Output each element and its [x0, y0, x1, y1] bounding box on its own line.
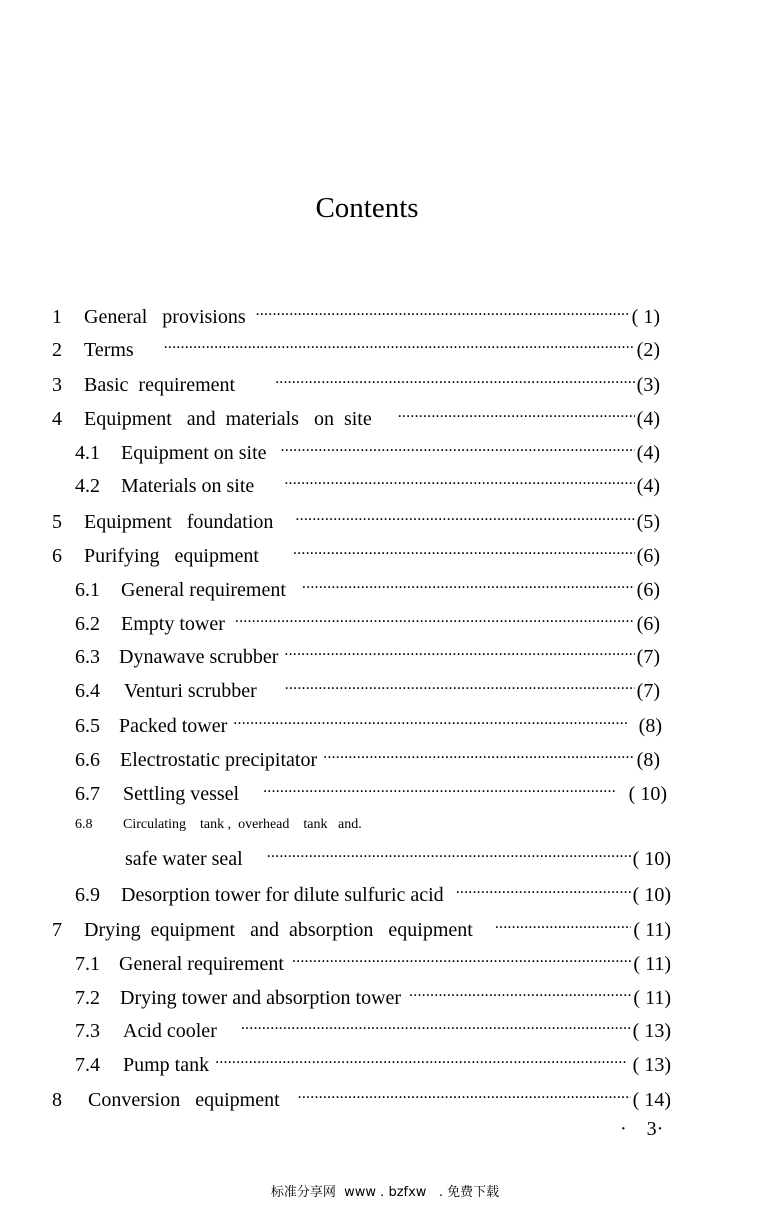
- toc-entry-6-2: [75, 604, 660, 635]
- toc-entry-6-6: [75, 740, 660, 771]
- toc-page: (5): [636, 511, 660, 533]
- page-title: Contents: [315, 192, 419, 224]
- toc-page: ( 11): [633, 987, 671, 1009]
- toc-entry-6-8: [125, 839, 671, 870]
- toc-page: ( 13): [632, 1054, 671, 1076]
- toc-entry-4: [52, 399, 660, 430]
- toc-label: Acid cooler: [123, 1020, 217, 1042]
- dot-leader: [292, 944, 632, 970]
- toc-page: (4): [636, 442, 660, 464]
- toc-page: (6): [636, 545, 660, 567]
- toc-label: Desorption tower for dilute sulfuric acid: [121, 884, 444, 906]
- toc-number: 6.2: [75, 613, 100, 635]
- toc-label: Purifying equipment: [84, 545, 259, 567]
- toc-label: Equipment foundation: [84, 511, 274, 533]
- toc-label: Materials on site: [121, 475, 255, 497]
- toc-number: 6.6: [75, 749, 100, 771]
- toc-number: 3: [52, 374, 62, 396]
- toc-page: (4): [636, 408, 660, 430]
- toc-page: (4): [636, 475, 660, 497]
- toc-entry-7-4: [75, 1045, 671, 1076]
- toc-page: (6): [636, 613, 660, 635]
- toc-number: 7.1: [75, 953, 100, 975]
- toc-label: Dynawave scrubber: [119, 646, 279, 668]
- toc-page: ( 10): [628, 783, 667, 805]
- toc-label: Settling vessel: [123, 783, 240, 805]
- toc-entry-7: [52, 910, 671, 941]
- toc-number: 6.1: [75, 579, 100, 601]
- dot-leader: [164, 330, 635, 356]
- toc-page: (7): [636, 680, 660, 702]
- toc-entry-1: [52, 297, 660, 328]
- dot-leader: [281, 433, 635, 459]
- dot-leader: [256, 297, 630, 323]
- toc-label: Circulating tank , overhead tank and.: [123, 817, 362, 832]
- toc-entry-6-7: [75, 774, 667, 805]
- toc-label: Equipment and materials on site: [84, 408, 372, 430]
- dot-leader: [298, 1080, 631, 1106]
- toc-label: General requirement: [119, 953, 284, 975]
- toc-number: 6: [52, 545, 62, 567]
- toc-number: 5: [52, 511, 62, 533]
- toc-entry-6-3: [75, 637, 660, 668]
- toc-entry-2: [52, 330, 660, 361]
- dot-leader: [284, 637, 634, 663]
- toc-entry-6-4: [75, 671, 660, 702]
- toc-number: 6.3: [75, 646, 100, 668]
- page-number: · 3·: [620, 1118, 664, 1140]
- dot-leader: [267, 839, 631, 865]
- dot-leader: [275, 365, 635, 391]
- toc-entry-7-3: [75, 1011, 671, 1042]
- dot-leader: [495, 910, 632, 936]
- toc-entry-3: [52, 365, 660, 396]
- dot-leader: [241, 1011, 631, 1037]
- toc-entry-4-1: [75, 433, 660, 464]
- toc-number: 8: [52, 1089, 62, 1111]
- toc-entry-4-2: [75, 466, 660, 497]
- toc-label: Empty tower: [121, 613, 225, 635]
- dot-leader: [285, 671, 635, 697]
- toc-page: ( 14): [632, 1089, 671, 1111]
- toc-entry-6-5: [75, 706, 662, 737]
- toc-page: (7): [636, 646, 660, 668]
- toc-number: 7.3: [75, 1020, 100, 1042]
- toc-number: 6.9: [75, 884, 100, 906]
- toc-entry-7-2: [75, 978, 671, 1009]
- toc-label: Equipment on site: [121, 442, 267, 464]
- toc-page: (8): [638, 715, 662, 737]
- dot-leader: [295, 502, 634, 528]
- toc-label: Packed tower: [119, 715, 228, 737]
- toc-label: Electrostatic precipitator: [120, 749, 318, 771]
- dot-leader: [456, 875, 631, 901]
- toc-label: Drying equipment and absorption equipment: [84, 919, 473, 941]
- toc-page: ( 10): [632, 848, 671, 870]
- toc-page: ( 11): [633, 919, 671, 941]
- toc-page: ( 10): [632, 884, 671, 906]
- toc-number: 6.5: [75, 715, 100, 737]
- toc-number: 7.2: [75, 987, 100, 1009]
- toc-label: Conversion equipment: [88, 1089, 280, 1111]
- dot-leader: [215, 1045, 627, 1071]
- toc-label: Terms: [84, 339, 134, 361]
- dot-leader: [293, 536, 635, 562]
- toc-label: General requirement: [121, 579, 286, 601]
- dot-leader: [263, 774, 615, 800]
- dot-leader: [323, 740, 635, 766]
- dot-leader: [235, 604, 635, 630]
- dot-leader: [409, 978, 631, 1004]
- toc-page: (6): [636, 579, 660, 601]
- dot-leader: [284, 466, 634, 492]
- toc-entry-6-9: [75, 875, 671, 906]
- toc-entry-6-8-line1: [75, 816, 362, 834]
- toc-page: (2): [636, 339, 660, 361]
- dot-leader: [233, 706, 628, 732]
- toc-page: ( 1): [631, 306, 660, 328]
- toc-page: (8): [636, 749, 660, 771]
- toc-entry-7-1: [75, 944, 671, 975]
- toc-number: 4.1: [75, 442, 100, 464]
- toc-label: safe water seal: [125, 848, 243, 870]
- toc-entry-5: [52, 502, 660, 533]
- toc-label: General provisions: [84, 306, 246, 328]
- toc-entry-6-1: [75, 570, 660, 601]
- toc-number: 2: [52, 339, 62, 361]
- toc-label: Drying tower and absorption tower: [120, 987, 402, 1009]
- toc-label: Pump tank: [123, 1054, 210, 1076]
- toc-entry-8: [52, 1080, 671, 1111]
- toc-label: Venturi scrubber: [124, 680, 257, 702]
- toc-label: Basic requirement: [84, 374, 236, 396]
- watermark-text: 标准分享网 www . bzfxw . 免费下载: [270, 1185, 500, 1200]
- toc-number: 6.8: [75, 817, 93, 832]
- dot-leader: [398, 399, 635, 425]
- toc-number: 6.7: [75, 783, 100, 805]
- toc-entry-6: [52, 536, 660, 567]
- toc-number: 4.2: [75, 475, 100, 497]
- toc-number: 7: [52, 919, 62, 941]
- toc-number: 4: [52, 408, 62, 430]
- toc-page: ( 13): [632, 1020, 671, 1042]
- toc-number: 6.4: [75, 680, 100, 702]
- toc-page: (3): [636, 374, 660, 396]
- toc-number: 7.4: [75, 1054, 100, 1076]
- dot-leader: [302, 570, 635, 596]
- toc-number: 1: [52, 306, 62, 328]
- toc-page: ( 11): [633, 953, 671, 975]
